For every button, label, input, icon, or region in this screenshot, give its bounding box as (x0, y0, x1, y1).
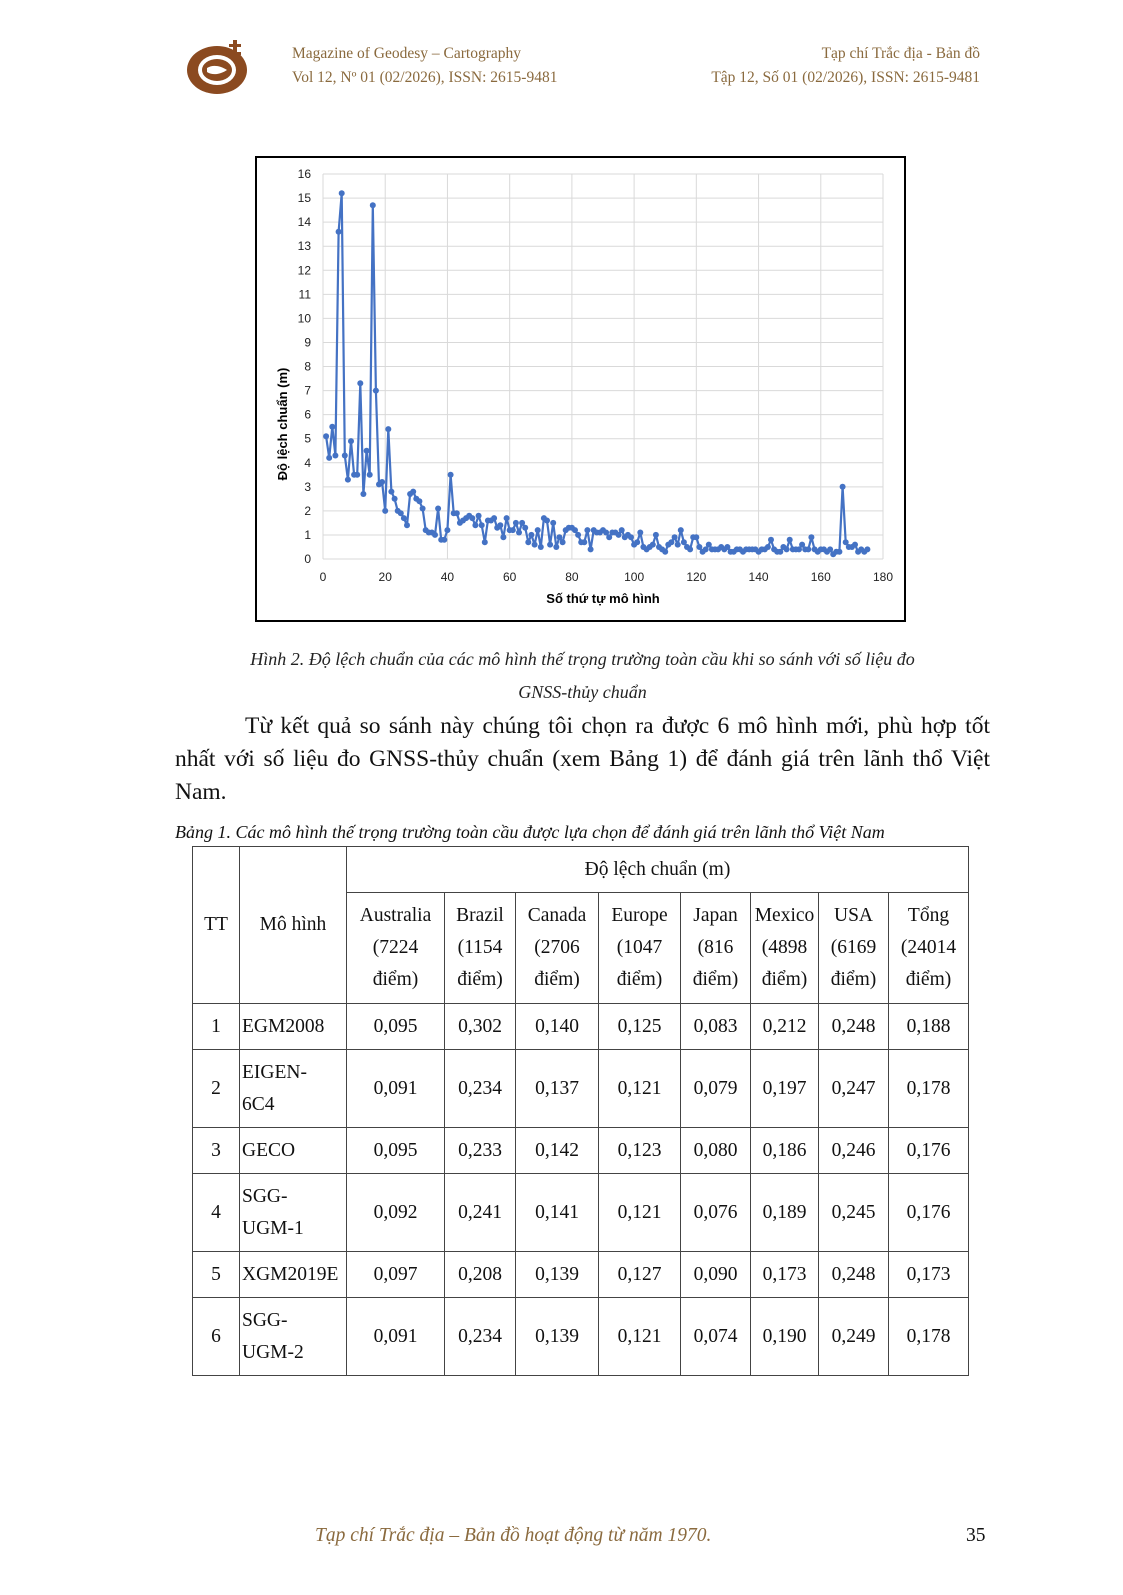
cell-value: 0,080 (681, 1128, 751, 1174)
data-point (479, 522, 485, 528)
header-col-count: (816 (697, 937, 734, 958)
table-row (193, 1298, 969, 1376)
data-point (805, 546, 811, 552)
x-tick-label: 40 (440, 570, 455, 584)
header-col-name: Mexico (754, 905, 815, 926)
header-col-name: Canada (527, 905, 587, 926)
data-point (420, 506, 426, 512)
header-col-name: Brazil (456, 905, 504, 926)
cell-model (240, 1128, 347, 1174)
page-header (185, 38, 980, 98)
x-tick-label: 180 (872, 570, 894, 584)
cell-model-line2: 6C4 (242, 1093, 275, 1115)
data-point (385, 426, 391, 432)
cell-value: 0,208 (445, 1252, 516, 1298)
cell-model-line1: XGM2019E (242, 1263, 339, 1285)
data-point (516, 530, 522, 536)
cell-value: 0,247 (819, 1050, 889, 1128)
header-left (292, 42, 557, 90)
data-point (581, 539, 587, 545)
cell-value: 0,139 (516, 1252, 599, 1298)
cell-value: 0,142 (516, 1128, 599, 1174)
table-row (193, 1128, 969, 1174)
data-point (491, 515, 497, 521)
cell-value: 0,188 (889, 1004, 969, 1050)
header-col-6 (819, 893, 889, 1004)
cell-value: 0,248 (819, 1004, 889, 1050)
cell-model-line1: SGG- (242, 1309, 288, 1331)
header-col-count: (2706 (534, 937, 580, 958)
cell-value: 0,123 (599, 1128, 681, 1174)
cell-value: 0,176 (889, 1174, 969, 1252)
cell-value: 0,249 (819, 1298, 889, 1376)
data-point (544, 518, 550, 524)
data-point (584, 527, 590, 533)
cell-value: 0,197 (751, 1050, 819, 1128)
chart-grid (323, 174, 883, 559)
header-col-2 (516, 893, 599, 1004)
cell-model-line1: EGM2008 (242, 1015, 325, 1037)
data-point (634, 539, 640, 545)
data-point (370, 202, 376, 208)
data-point (628, 534, 634, 540)
data-point (619, 527, 625, 533)
data-point (765, 544, 771, 550)
data-point (662, 549, 668, 555)
y-tick-label: 6 (304, 407, 311, 422)
data-point (675, 542, 681, 548)
table-row (193, 1174, 969, 1252)
data-point (432, 532, 438, 538)
body-paragraph-text: Từ kết quả so sánh này chúng tôi chọn ra được 6 mô hình mới, phù hợp tốt nhất với số liệu đo GNSS-thủy chuẩn (xem Bảng 1) để đánh giá trên lãnh thổ Việt Nam. (175, 713, 990, 805)
header-group-std: Độ lệch chuẩn (m) (347, 847, 969, 893)
cell-model (240, 1298, 347, 1376)
cell-value: 0,176 (889, 1128, 969, 1174)
header-col-4 (681, 893, 751, 1004)
data-point (441, 537, 447, 543)
data-point (345, 477, 351, 483)
y-tick-label: 8 (304, 359, 311, 374)
header-col-unit: điểm) (761, 969, 808, 990)
table-row (193, 1004, 969, 1050)
y-tick-label: 9 (304, 335, 311, 350)
header-col-count: (4898 (761, 937, 808, 958)
header-right-line2: Tập 12, Số 01 (02/2026), ISSN: 2615-9481 (711, 69, 980, 86)
figure-2-chart (255, 156, 906, 622)
data-point (326, 455, 332, 461)
data-point (476, 513, 482, 519)
header-col-unit: điểm) (905, 969, 952, 990)
header-col-7 (889, 893, 969, 1004)
cell-value: 0,245 (819, 1174, 889, 1252)
cell-value: 0,246 (819, 1128, 889, 1174)
header-col-name: Australia (359, 905, 432, 926)
data-point (435, 506, 441, 512)
data-point (392, 496, 398, 502)
cell-value: 0,095 (347, 1004, 445, 1050)
x-tick-label: 120 (686, 570, 707, 584)
data-point (575, 532, 581, 538)
x-axis-label: Số thứ tự mô hình (546, 591, 660, 606)
x-tick-label: 100 (624, 570, 645, 584)
header-col-count: (24014 (900, 937, 957, 958)
data-point (497, 522, 503, 528)
header-col-name: Tổng (907, 905, 950, 926)
header-col-5 (751, 893, 819, 1004)
table-row (193, 1050, 969, 1128)
data-point (388, 489, 394, 495)
data-point (382, 508, 388, 514)
cell-value: 0,121 (599, 1050, 681, 1128)
y-tick-label: 4 (304, 455, 311, 470)
data-point (416, 498, 422, 504)
figure-caption-line1: Hình 2. Độ lệch chuẩn của các mô hình thế trọng trường toàn cầu khi so sánh với số liệu đo (250, 649, 915, 669)
data-point (864, 546, 870, 552)
cell-tt: 3 (193, 1128, 240, 1174)
data-point (404, 522, 410, 528)
data-point (342, 453, 348, 459)
data-point (528, 532, 534, 538)
cell-value: 0,186 (751, 1128, 819, 1174)
page-footer: Tạp chí Trắc địa – Bản đồ hoạt động từ năm 1970. (315, 1525, 712, 1546)
cell-value: 0,074 (681, 1298, 751, 1376)
chart-series (323, 190, 870, 557)
table-row (193, 1252, 969, 1298)
data-point (448, 472, 454, 478)
data-point (668, 539, 674, 545)
data-point (444, 527, 450, 533)
cell-model-line1: GECO (242, 1139, 296, 1161)
data-point (560, 539, 566, 545)
cell-model (240, 1050, 347, 1128)
data-point (367, 472, 373, 478)
data-point (360, 491, 366, 497)
data-point (547, 542, 553, 548)
cell-value: 0,178 (889, 1050, 969, 1128)
cell-value: 0,092 (347, 1174, 445, 1252)
cell-value: 0,190 (751, 1298, 819, 1376)
y-tick-label: 11 (298, 287, 311, 302)
figure-caption-line2: GNSS-thủy chuẩn (518, 682, 647, 702)
chart-tick-labels (298, 167, 894, 584)
y-tick-label: 14 (297, 215, 311, 230)
cell-value: 0,302 (445, 1004, 516, 1050)
cell-tt: 4 (193, 1174, 240, 1252)
header-left-line1: Magazine of Geodesy – Cartography (292, 45, 521, 62)
cell-value: 0,121 (599, 1298, 681, 1376)
cell-value: 0,173 (889, 1252, 969, 1298)
cell-value: 0,234 (445, 1050, 516, 1128)
y-tick-label: 12 (297, 263, 311, 278)
cell-value: 0,137 (516, 1050, 599, 1128)
cell-model (240, 1004, 347, 1050)
header-col-name: Japan (693, 905, 738, 926)
data-point (840, 484, 846, 490)
data-point (672, 534, 678, 540)
header-col-unit: điểm) (457, 969, 503, 990)
cell-value: 0,141 (516, 1174, 599, 1252)
data-point (323, 433, 329, 439)
y-tick-label: 1 (304, 527, 311, 542)
cell-model-line2: UGM-1 (242, 1217, 304, 1239)
data-point (787, 537, 793, 543)
header-col-unit: điểm) (372, 969, 419, 990)
cell-value: 0,095 (347, 1128, 445, 1174)
y-tick-label: 13 (297, 239, 311, 254)
data-point (836, 549, 842, 555)
data-point (588, 546, 594, 552)
cell-value: 0,233 (445, 1128, 516, 1174)
cell-value: 0,212 (751, 1004, 819, 1050)
data-point (336, 229, 342, 235)
data-point (525, 539, 531, 545)
cell-value: 0,140 (516, 1004, 599, 1050)
data-point (469, 515, 475, 521)
header-col-count: (1154 (457, 937, 503, 958)
cell-tt: 2 (193, 1050, 240, 1128)
data-point (504, 515, 510, 521)
data-point (410, 489, 416, 495)
data-point (348, 438, 354, 444)
data-point (637, 530, 643, 536)
cell-value: 0,178 (889, 1298, 969, 1376)
header-col-unit: điểm) (534, 969, 580, 990)
header-col-unit: điểm) (830, 969, 877, 990)
cell-value: 0,091 (347, 1050, 445, 1128)
data-point (687, 546, 693, 552)
cell-value: 0,097 (347, 1252, 445, 1298)
y-tick-label: 10 (297, 311, 311, 326)
data-point (535, 527, 541, 533)
data-point (556, 534, 562, 540)
data-point (364, 448, 370, 454)
cell-tt: 1 (193, 1004, 240, 1050)
data-point (472, 522, 478, 528)
y-tick-label: 5 (304, 431, 311, 446)
cell-value: 0,090 (681, 1252, 751, 1298)
data-point (329, 424, 335, 430)
data-point (538, 544, 544, 550)
data-point (784, 546, 790, 552)
data-point (373, 388, 379, 394)
x-tick-label: 140 (748, 570, 769, 584)
cell-model (240, 1174, 347, 1252)
header-right (711, 42, 980, 90)
data-point (401, 515, 407, 521)
cell-model-line1: SGG- (242, 1185, 288, 1207)
data-point (550, 520, 556, 526)
cell-value: 0,125 (599, 1004, 681, 1050)
y-tick-label: 15 (297, 191, 311, 206)
x-tick-label: 80 (565, 570, 579, 584)
y-tick-label: 0 (304, 552, 311, 566)
cell-tt: 6 (193, 1298, 240, 1376)
header-col-unit: điểm) (616, 969, 663, 990)
cell-value: 0,241 (445, 1174, 516, 1252)
figure-caption (175, 643, 990, 709)
x-tick-label: 60 (502, 570, 517, 584)
header-col-name: Europe (611, 905, 668, 926)
cell-value: 0,189 (751, 1174, 819, 1252)
data-point (678, 527, 684, 533)
header-col-3 (599, 893, 681, 1004)
data-point (454, 510, 460, 516)
x-tick-label: 0 (319, 570, 327, 584)
series-line (326, 193, 867, 554)
page-number: 35 (966, 1525, 986, 1546)
data-point (852, 542, 858, 548)
data-point (379, 479, 385, 485)
y-tick-label: 7 (304, 383, 311, 398)
cell-value: 0,234 (445, 1298, 516, 1376)
header-col-count: (7224 (372, 937, 419, 958)
header-col-0 (347, 893, 445, 1004)
cell-value: 0,121 (599, 1174, 681, 1252)
header-col-1 (445, 893, 516, 1004)
header-col-count: (6169 (830, 937, 877, 958)
y-axis-label: Độ lệch chuẩn (m) (275, 367, 290, 481)
cell-value: 0,083 (681, 1004, 751, 1050)
header-right-line1: Tạp chí Trắc địa - Bản đồ (821, 45, 980, 62)
y-tick-label: 3 (304, 479, 311, 494)
cell-model-line2: UGM-2 (242, 1341, 304, 1363)
journal-logo (185, 38, 255, 96)
cell-value: 0,127 (599, 1252, 681, 1298)
x-tick-label: 20 (378, 570, 392, 584)
data-point (650, 542, 656, 548)
body-paragraph (175, 710, 990, 809)
cell-model (240, 1252, 347, 1298)
data-point (653, 532, 659, 538)
data-point (513, 520, 519, 526)
header-tt: TT (193, 847, 240, 1004)
data-point (339, 190, 345, 196)
results-table (192, 846, 969, 1376)
data-point (482, 539, 488, 545)
header-col-count: (1047 (616, 937, 663, 958)
y-tick-label: 16 (297, 167, 311, 181)
data-point (808, 534, 814, 540)
cell-value: 0,076 (681, 1174, 751, 1252)
y-tick-label: 2 (304, 503, 311, 518)
cell-value: 0,079 (681, 1050, 751, 1128)
header-col-name: USA (833, 905, 873, 926)
data-point (500, 534, 506, 540)
data-point (768, 537, 774, 543)
line-chart-svg (257, 158, 904, 620)
header-left-line2: Vol 12, Nº 01 (02/2026), ISSN: 2615-9481 (292, 69, 558, 86)
data-point (510, 527, 516, 533)
data-point (354, 472, 360, 478)
cell-tt: 5 (193, 1252, 240, 1298)
cell-value: 0,091 (347, 1298, 445, 1376)
table-title: Bảng 1. Các mô hình thế trọng trường toàn cầu được lựa chọn để đánh giá trên lãnh thổ Việt Nam (175, 822, 885, 842)
data-point (532, 542, 538, 548)
data-point (332, 453, 338, 459)
data-point (553, 544, 559, 550)
cell-value: 0,248 (819, 1252, 889, 1298)
table-body (193, 1004, 969, 1376)
data-point (522, 525, 528, 531)
x-tick-label: 160 (810, 570, 831, 584)
data-point (357, 380, 363, 386)
cell-model-line1: EIGEN- (242, 1061, 307, 1083)
table-header-row-1 (193, 847, 969, 893)
header-col-unit: điểm) (692, 969, 739, 990)
header-model: Mô hình (240, 847, 347, 1004)
cell-value: 0,139 (516, 1298, 599, 1376)
data-point (693, 534, 699, 540)
cell-value: 0,173 (751, 1252, 819, 1298)
